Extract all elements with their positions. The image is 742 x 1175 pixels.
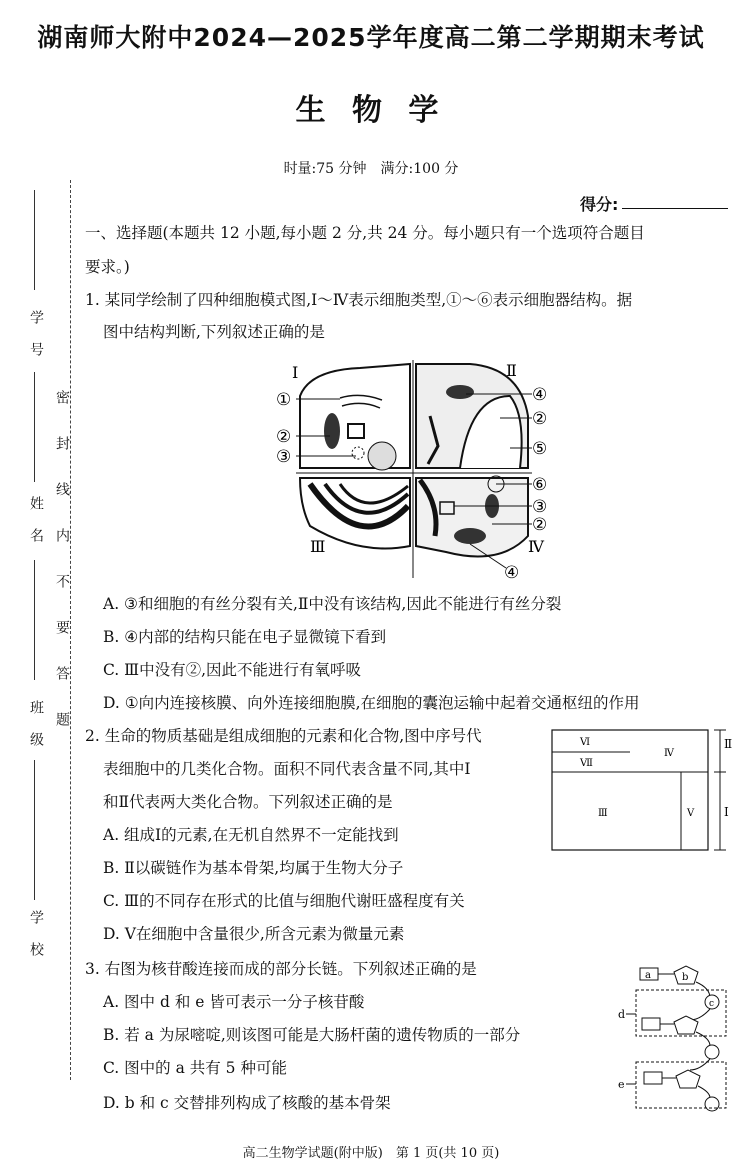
- label-d: d: [618, 1008, 626, 1021]
- q1-option-c[interactable]: C. Ⅲ中没有②,因此不能进行有氧呼吸: [103, 661, 362, 679]
- label-c2-right-top: ②: [532, 409, 548, 429]
- q3-option-d[interactable]: D. b 和 c 交替排列构成了核酸的基本骨架: [103, 1094, 391, 1112]
- q3-option-b[interactable]: B. 若 a 为尿嘧啶,则该图可能是大肠杆菌的遗传物质的一部分: [103, 1026, 521, 1044]
- cell-I: [300, 364, 410, 470]
- label-c3-right: ③: [532, 497, 548, 517]
- q3-option-a[interactable]: A. 图中 d 和 e 皆可表示一分子核苷酸: [103, 993, 365, 1011]
- xuexiao-underline: [34, 760, 35, 900]
- bracket-II-label: Ⅱ: [724, 737, 733, 751]
- label-a: a: [645, 970, 651, 981]
- q2-stem-line3: 和Ⅱ代表两大类化合物。下列叙述正确的是: [103, 793, 393, 811]
- page-footer: 高二生物学试题(附中版) 第 1 页(共 10 页): [242, 1146, 500, 1161]
- cell-II-label: Ⅱ: [506, 361, 517, 380]
- score-label: 得分:: [580, 195, 619, 214]
- region-IV-label: Ⅳ: [664, 748, 674, 759]
- q1-option-a[interactable]: A. ③和细胞的有丝分裂有关,Ⅱ中没有该结构,因此不能进行有丝分裂: [103, 595, 562, 613]
- q3-option-c[interactable]: C. 图中的 a 共有 5 种可能: [103, 1059, 287, 1077]
- q1-stem-line1: 1. 某同学绘制了四种细胞模式图,Ⅰ～Ⅳ表示细胞类型,①～⑥表示细胞器结构。据: [85, 291, 633, 309]
- q2-compound-figure: [548, 724, 738, 854]
- cell-III-label: Ⅲ: [310, 537, 326, 556]
- q3-stem: 3. 右图为核苷酸连接而成的部分长链。下列叙述正确的是: [85, 960, 477, 978]
- cell-I-label: Ⅰ: [292, 363, 299, 382]
- label-b: b: [682, 972, 689, 983]
- label-c1: ①: [276, 390, 292, 410]
- q2-stem-line2: 表细胞中的几类化合物。面积不同代表含量不同,其中Ⅰ: [103, 760, 471, 778]
- seal-dashed-line: [70, 180, 71, 1080]
- xuehao-label: 学 号: [28, 310, 44, 358]
- label-c5: ⑤: [532, 439, 548, 459]
- q2-option-a[interactable]: A. 组成Ⅰ的元素,在无机自然界不一定能找到: [103, 826, 399, 844]
- q2-option-d[interactable]: D. Ⅴ在细胞中含量很少,所含元素为微量元素: [103, 925, 405, 943]
- time-info: 时量:75 分钟 满分:100 分: [283, 161, 459, 177]
- q1-stem-line2: 图中结构判断,下列叙述正确的是: [103, 323, 325, 341]
- banji-label: 班 级: [28, 700, 44, 748]
- region-VI-label: Ⅵ: [580, 737, 591, 748]
- label-c4-top: ④: [532, 385, 548, 405]
- exam-title: 湖南师大附中2024—2025学年度高二第二学期期末考试: [37, 23, 705, 52]
- xuexiao-label: 学 校: [28, 910, 44, 958]
- label-c2-left: ②: [276, 427, 292, 447]
- seal-line-text: 密 封 线 内 不 要 答 题: [54, 390, 70, 735]
- q2-option-b[interactable]: B. Ⅱ以碳链作为基本骨架,均属于生物大分子: [103, 859, 404, 877]
- banji-underline: [34, 560, 35, 680]
- section1-instruction-line1: 一、选择题(本题共 12 小题,每小题 2 分,共 24 分。每小题只有一个选项符合题目: [85, 224, 645, 242]
- label-c4-bottom: ④: [504, 563, 520, 582]
- cell-IV-label: Ⅳ: [528, 537, 544, 556]
- bracket-I-label: Ⅰ: [724, 805, 729, 819]
- region-VII-label: Ⅶ: [580, 758, 593, 769]
- q1-option-b[interactable]: B. ④内部的结构只能在电子显微镜下看到: [103, 628, 387, 646]
- region-III-label: Ⅲ: [598, 808, 608, 819]
- label-c2-right-bottom: ②: [532, 515, 548, 535]
- q1-cell-figure: [270, 356, 560, 582]
- cell-IV: [416, 476, 528, 556]
- subject-title: 生 物 学: [295, 93, 447, 128]
- section1-instruction-line2: 要求。): [85, 258, 130, 276]
- region-V-label: Ⅴ: [687, 808, 695, 819]
- q2-stem-line1: 2. 生命的物质基础是组成细胞的元素和化合物,图中序号代: [85, 727, 482, 745]
- label-e: e: [618, 1078, 625, 1091]
- xingming-underline: [34, 372, 35, 482]
- q1-option-d[interactable]: D. ①向内连接核膜、向外连接细胞膜,在细胞的囊泡运输中起着交通枢纽的作用: [103, 694, 640, 712]
- label-c3-left: ③: [276, 447, 292, 467]
- label-c: c: [709, 999, 715, 1009]
- score-field[interactable]: [622, 208, 728, 209]
- xuehao-underline: [34, 190, 35, 290]
- label-c6: ⑥: [532, 475, 548, 495]
- q3-nucleotide-chain-figure: [614, 962, 734, 1122]
- xingming-label: 姓 名: [28, 496, 44, 544]
- q2-option-c[interactable]: C. Ⅲ的不同存在形式的比值与细胞代谢旺盛程度有关: [103, 892, 465, 910]
